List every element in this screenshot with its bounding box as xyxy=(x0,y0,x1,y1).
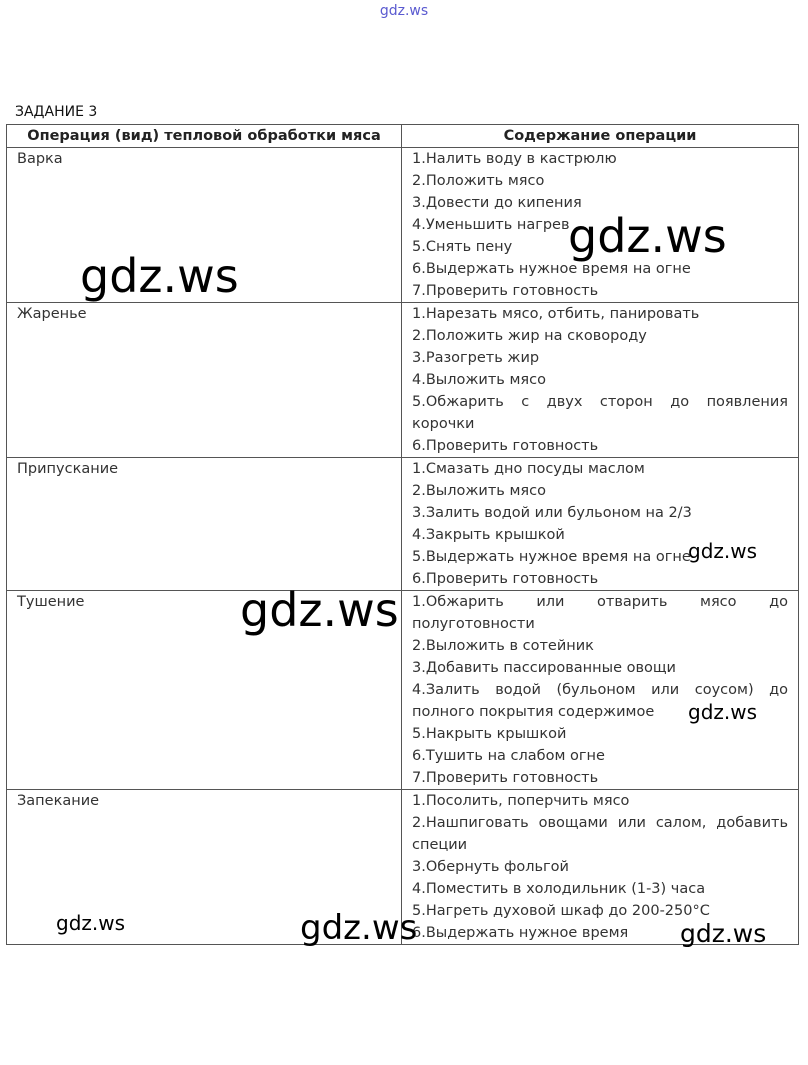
step: 1.Нарезать мясо, отбить, панировать xyxy=(412,306,700,322)
step: 4.Залить водой (бульоном или соусом) до полного покрытия содержимое xyxy=(412,682,788,720)
step: 5.Снять пену xyxy=(412,239,513,255)
step: 4.Закрыть крышкой xyxy=(412,527,565,543)
step: 2.Нашпиговать овощами или салом, добавить специи xyxy=(412,815,788,853)
watermark: gdz.ws xyxy=(80,249,239,303)
operation-name: Жаренье xyxy=(7,303,402,458)
step: 3.Добавить пассированные овощи xyxy=(412,660,676,676)
step: 5.Выдержать нужное время на огне xyxy=(412,549,691,565)
step: 6.Тушить на слабом огне xyxy=(412,748,605,764)
step: 2.Выложить в сотейник xyxy=(412,638,594,654)
operation-name: Запекание xyxy=(7,790,402,945)
table-header-row xyxy=(7,125,799,148)
step: 7.Проверить готовность xyxy=(412,770,599,786)
step: 2.Положить жир на сковороду xyxy=(412,328,647,344)
step: 3.Разогреть жир xyxy=(412,350,540,366)
step: 2.Выложить мясо xyxy=(412,483,546,499)
watermark: gdz.ws xyxy=(240,583,399,637)
watermark: gdz.ws xyxy=(568,209,727,263)
step: 4.Выложить мясо xyxy=(412,372,546,388)
operation-name: Тушение xyxy=(7,591,402,790)
step: 5.Накрыть крышкой xyxy=(412,726,567,742)
step: 6.Проверить готовность xyxy=(412,438,599,454)
table-row xyxy=(7,458,799,591)
table-row xyxy=(7,303,799,458)
operation-steps xyxy=(402,591,799,790)
operation-steps xyxy=(402,303,799,458)
step: 6.Проверить готовность xyxy=(412,571,599,587)
step: 3.Залить водой или бульоном на 2/3 xyxy=(412,505,692,521)
watermark: gdz.ws xyxy=(680,919,767,948)
step: 6.Выдержать нужное время на огне xyxy=(412,261,691,277)
step: 4.Уменьшить нагрев xyxy=(412,217,570,233)
operation-steps xyxy=(402,458,799,591)
step: 5.Обжарить с двух сторон до появления корочки xyxy=(412,394,788,432)
watermark: gdz.ws xyxy=(688,700,758,724)
column-header-operation: Операция (вид) тепловой обработки мяса xyxy=(7,125,402,148)
step: 1.Налить воду в кастрюлю xyxy=(412,151,617,167)
task-title: ЗАДАНИЕ 3 xyxy=(15,104,98,120)
step: 1.Обжарить или отварить мясо до полуготовности xyxy=(412,594,788,632)
step: 3.Довести до кипения xyxy=(412,195,582,211)
operation-name: Варка xyxy=(7,148,402,303)
step: 5.Нагреть духовой шкаф до 200-250°С xyxy=(412,903,710,919)
step: 7.Проверить готовность xyxy=(412,283,599,299)
site-link[interactable]: gdz.ws xyxy=(379,3,429,19)
step: 3.Обернуть фольгой xyxy=(412,859,569,875)
step: 1.Смазать дно посуды маслом xyxy=(412,461,645,477)
step: 6.Выдержать нужное время xyxy=(412,925,629,941)
watermark: gdz.ws xyxy=(300,908,418,948)
table-row xyxy=(7,591,799,790)
watermark: gdz.ws xyxy=(688,539,758,563)
step: 1.Посолить, поперчить мясо xyxy=(412,793,630,809)
step: 2.Положить мясо xyxy=(412,173,545,189)
watermark: gdz.ws xyxy=(56,911,126,935)
step: 4.Поместить в холодильник (1-3) часа xyxy=(412,881,706,897)
column-header-content: Содержание операции xyxy=(402,125,799,148)
operation-name: Припускание xyxy=(7,458,402,591)
